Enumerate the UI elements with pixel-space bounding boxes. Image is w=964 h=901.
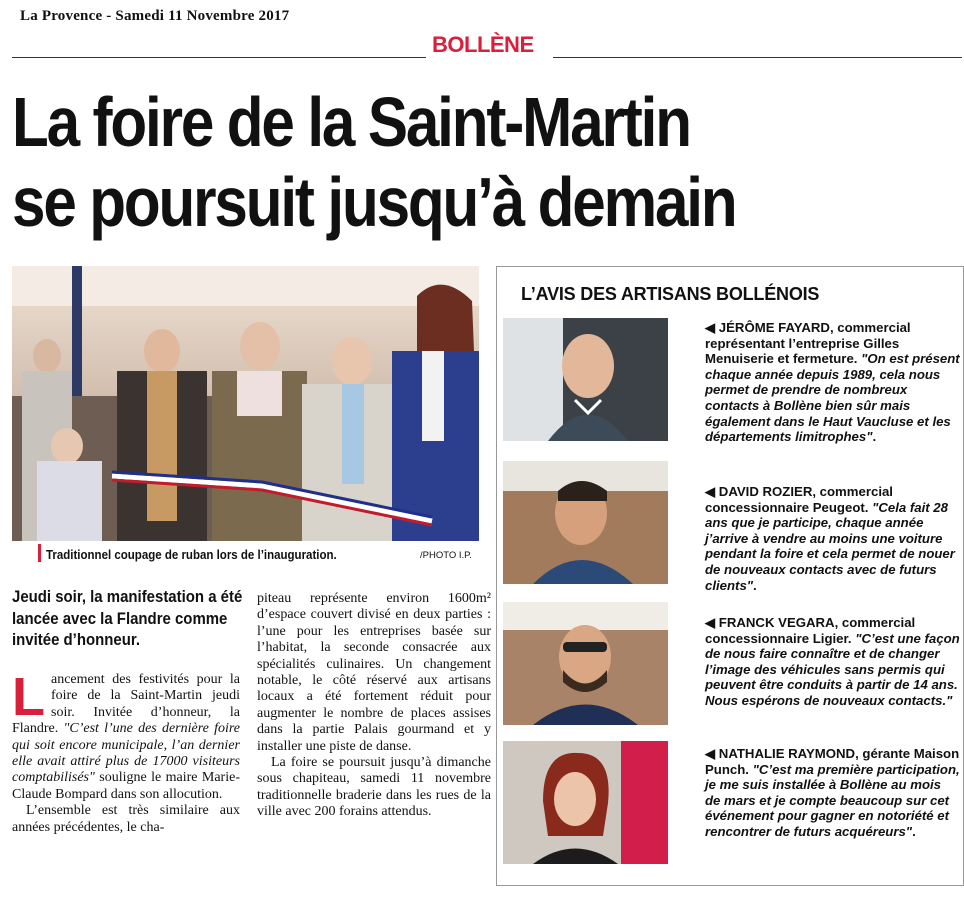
drop-cap: L xyxy=(12,667,45,727)
portrait-jerome-fayard xyxy=(503,318,668,441)
panel-title: L’AVIS DES ARTISANS BOLLÉNOIS xyxy=(521,284,820,304)
mayor-quote: "C’est l’une des dernière foire qui soit encore municipale, l’an dernier elle avait attiré plus de 17000 visiteurs comptabilisés" xyxy=(12,721,240,786)
article-lead: Jeudi soir, la manifestation a été lancée avec la Flandre comme invitée d’honneur. xyxy=(12,587,243,649)
headline xyxy=(12,82,829,242)
section-rubric: BOLLÈNE xyxy=(432,32,534,57)
masthead: La Provence - Samedi 11 Novembre 2017 xyxy=(20,8,290,24)
article-paragraph-2-start: L’ensemble est très similaire aux années précédentes, le cha- xyxy=(12,803,240,835)
article-column-1 xyxy=(12,667,240,836)
photo-caption: Traditionnel coupage de ruban lors de l’inauguration. xyxy=(46,548,337,562)
quote-jerome-fayard: ◀ JÉRÔME FAYARD, commercial représentant l’entreprise Gilles Menuiserie et fermeture. "On est présent chaque année depuis 1989, cela nous permet de prendre de nombreux contacts à Bollène bien sûr mais également dans le Haut Vaucluse et les départements limitrophes". xyxy=(705,320,960,445)
quote-nathalie-raymond: ◀ NATHALIE RAYMOND, gérante Maison Punch. "C’est ma première participation, je me suis installée à Bollène au mois de mars et je compte beaucoup sur cet événement pour gagner en notoriété et rencontrer de futurs acquéreurs". xyxy=(705,746,960,839)
rubric-rule-right xyxy=(553,57,962,58)
quote-david-rozier: ◀ DAVID ROZIER, commercial concessionnaire Peugeot. "Cela fait 28 ans que je participe, chaque année j’arrive à vendre au moins une voiture pendant la foire et cela permet de nouer de nouveaux contacts avec de futurs clients". xyxy=(705,484,955,593)
portrait-franck-vegara xyxy=(503,602,668,725)
photo-credit: /PHOTO I.P. xyxy=(420,550,472,561)
caption-marker xyxy=(38,544,41,562)
rubric-rule-left xyxy=(12,57,426,58)
headline-line-1: La foire de la Saint-Martin xyxy=(12,83,690,161)
quote-franck-vegara: ◀ FRANCK VEGARA, commercial concessionnaire Ligier. "C’est une façon de nous faire connaître et de changer l’image des véhicules sans permis qui peuvent être conduits à partir de 14 ans. Nous espérons de nouveaux contacts." xyxy=(705,615,960,708)
article-paragraph-2-end: piteau représente environ 1600m² d’espace couvert divisé en deux parties : l’une pour les entreprises basée sur l’habitat, la seconde consacrée aux spécialités culinaires. Un changement notable, le côté réservé aux artisans locaux a été fortement réduit pour augmenter le nombre de places assises dans la partie Palais gourmand et y installer une piste de danse. xyxy=(257,591,491,754)
article-paragraph-3: La foire se poursuit jusqu’à dimanche sous chapiteau, samedi 11 novembre traditionnelle braderie dans les rues de la ville avec 200 forains attendus. xyxy=(257,755,491,820)
inauguration-photo xyxy=(12,266,479,541)
headline-line-2: se poursuit jusqu’à demain xyxy=(12,163,736,241)
portrait-nathalie-raymond xyxy=(503,741,668,864)
portrait-david-rozier xyxy=(503,461,668,584)
article-paragraph-1: Lancement des festivités pour la foire de la Saint-Martin jeudi soir. Invitée d’honneur, la Flandre. "C’est l’une des dernière foire qui soit encore municipale, l’an dernier elle avait attiré plus de 17000 visiteurs comptabilisés" souligne le maire Marie-Claude Bompard dans son allocution. xyxy=(12,667,240,802)
article-column-2 xyxy=(257,591,491,821)
